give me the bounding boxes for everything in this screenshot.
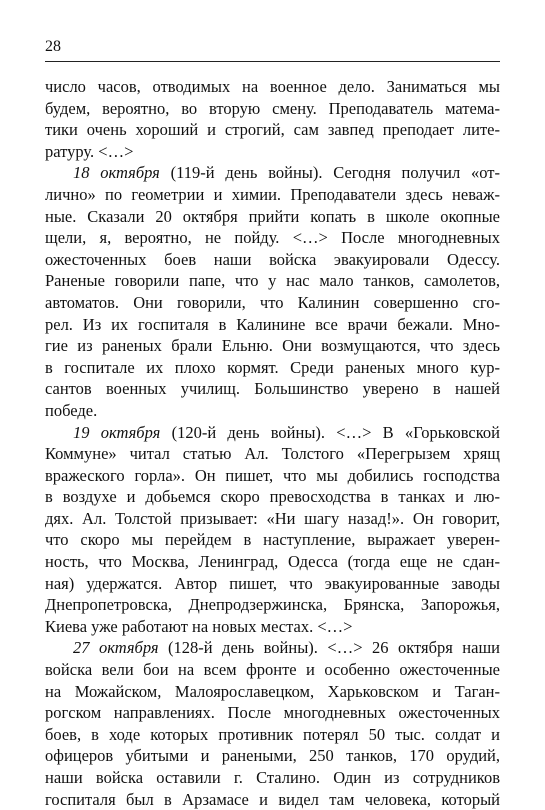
text-line: на Можайском, Малоярославецком, Харьковском и Таган- — [45, 681, 500, 701]
text-line: тики очень хороший и строгий, сам завпед преподает лите- — [45, 120, 500, 140]
text-line: ратуру. <…> — [45, 141, 134, 161]
diary-date: 19 октября — [73, 422, 161, 442]
text-line: рел. Из их госпиталя в Калинине все врачи бежали. Мно- — [45, 314, 500, 334]
text-line — [45, 637, 500, 659]
text-line: автоматов. Они говорили, что Калинин совершенно сго- — [45, 292, 500, 312]
text-line: победе. — [45, 400, 98, 420]
text-line: офицеров убитыми и ранеными, 250 танков, 170 орудий, — [45, 746, 500, 766]
text-line: Днепропетровска, Днепродзержинска, Брянска, Запорожья, — [45, 595, 500, 615]
line-text: (128-й день войны). <…> 26 октября наши — [158, 638, 500, 658]
paragraph — [45, 162, 500, 421]
text-line: вражеского горла». Он пишет, что мы добились господства — [45, 465, 500, 485]
line-text: (119-й день войны). Сегодня получил «от- — [159, 163, 500, 183]
text-line: что скоро мы перейдем в наступление, выражает уверен- — [45, 530, 500, 550]
text-line: число часов, отводимых на военное дело. Заниматься мы — [45, 77, 500, 96]
text-line: ожесточенных боев наши войска эвакуировали Одессу. — [45, 249, 500, 269]
text-line: Киева уже работают на новых местах. <…> — [45, 616, 353, 636]
diary-date: 18 октября — [73, 163, 160, 183]
text-line — [45, 162, 500, 184]
text-line: будем, вероятно, во вторую смену. Преподаватель матема- — [45, 98, 500, 118]
text-line: наши войска оставили г. Сталино. Один из сотрудников — [45, 768, 500, 787]
header-rule — [45, 61, 500, 62]
text-line: рогском направлениях. После многодневных ожесточенных — [45, 703, 500, 723]
text-line: гие из раненых брали Ельню. Они возмущаются, что здесь — [45, 336, 500, 356]
text-line: в воздухе и добьемся скоро превосходства в танках и лю- — [45, 487, 500, 507]
text-line: госпиталя был в Арзамасе и видел там человека, который — [45, 789, 500, 809]
page-number: 28 — [45, 38, 61, 55]
paragraph — [45, 637, 500, 810]
paragraph — [45, 76, 500, 162]
line-text: (120-й день войны). <…> В «Горьковской — [160, 422, 500, 442]
text-line — [45, 422, 500, 444]
diary-date: 27 октября — [73, 638, 159, 658]
paragraph — [45, 422, 500, 638]
text-line: ные. Сказали 20 октября прийти копать в школе окопные — [45, 206, 500, 226]
text-line: боев, в ходе которых противник потерял 50 тыс. солдат и — [45, 724, 500, 744]
text-line: Коммуне» читал статью Ал. Толстого «Перегрызем хрящ — [45, 444, 500, 464]
text-line: дях. Ал. Толстой призывает: «Ни шагу назад!». Он говорит, — [45, 508, 500, 528]
text-line: ная) удержатся. Автор пишет, что эвакуированные заводы — [45, 573, 500, 593]
text-line: лично» по геометрии и химии. Преподаватели здесь неваж- — [45, 184, 500, 204]
text-line: войска вели бои на всем фронте и особенно ожесточенные — [45, 660, 500, 680]
text-line: Раненые говорили папе, что у нас мало танков, самолетов, — [45, 271, 500, 291]
text-line: сантов военных училищ. Большинство уверено в нашей — [45, 379, 500, 399]
text-line: ность, что Москва, Ленинград, Одесса (тогда еще не сдан- — [45, 552, 500, 572]
page-text — [45, 76, 500, 810]
text-line: щели, я, вероятно, не пойду. <…> После многодневных — [45, 228, 500, 248]
text-line: в госпитале их плохо кормят. Среди раненых много кур- — [45, 357, 500, 377]
